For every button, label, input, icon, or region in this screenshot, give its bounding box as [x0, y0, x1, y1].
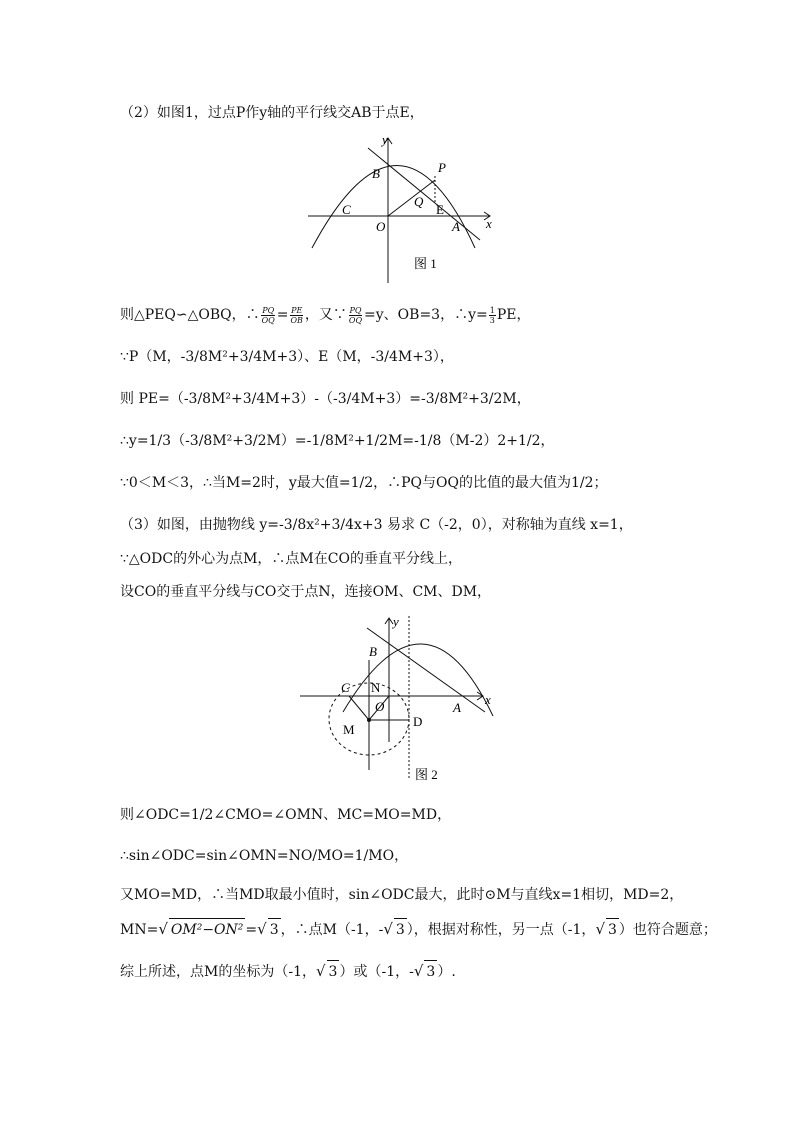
- fig2-label-N: N: [371, 680, 381, 695]
- fig2-label-x: x: [485, 692, 491, 707]
- fig1-label-A: A: [452, 219, 460, 234]
- text-line-4: 则 PE=（-3/8M²+3/4M+3）-（-3/4M+3）=-3/8M²+3/2M，: [120, 391, 531, 407]
- fig2-label-O: O: [375, 699, 385, 714]
- fig2-label-y: y: [393, 614, 399, 629]
- fig1-label-y: y: [382, 132, 388, 147]
- fig2-label-C: C: [341, 680, 350, 695]
- text-line-7: （3）如图，由抛物线 y=-3/8x²+3/4x+3 易求 C（-2，0），对称轴为直线 x=1，: [120, 517, 633, 533]
- fig1-caption: 图 1: [414, 256, 437, 271]
- text-line-13: MN=√ OM²−ON² =√ 3 ，∴点M（-1，-√ 3 ），根据对称性，另一点（-1，√ 3 ）也符合题意；: [120, 918, 717, 941]
- fig2-label-M: M: [343, 722, 355, 737]
- text-line-3: ∵P（M，-3/8M²+3/4M+3）、E（M，-3/4M+3），: [120, 349, 454, 365]
- text-line-14: 综上所述，点M的坐标为（-1，√ 3 ）或（-1，-√ 3 ）.: [120, 960, 456, 983]
- text-line-10: 则∠ODC=1/2∠CMO=∠OMN、MC=MO=MD，: [120, 807, 452, 823]
- fig1-label-C: C: [342, 202, 351, 217]
- fig1-label-Q: Q: [414, 194, 424, 209]
- fig2-caption: 图 2: [415, 767, 438, 782]
- figure-2: [295, 612, 500, 787]
- figure-1: [300, 128, 500, 288]
- text-line-8: ∵△ODC的外心为点M，∴点M在CO的垂直平分线上，: [120, 551, 462, 567]
- text-line-2: 则△PEQ∽△OBQ，∴ $\frac{PQ}{OQ}$ = $\frac{PE}{OB}$ ，又∵ $\frac{PQ}{OQ}$ =y、OB=3，∴y= $\frac{1}{3}$ PE，: [120, 305, 531, 325]
- fig2-label-A: A: [453, 700, 461, 715]
- fig2-label-D: D: [413, 714, 423, 729]
- text-line-6: ∵0＜M＜3，∴当M=2时，y最大值=1/2，∴PQ与OQ的比值的最大值为1/2；: [120, 475, 608, 491]
- text-line-1: （2）如图1，过点P作y轴的平行线交AB于点E，: [120, 105, 424, 121]
- text-line-11: ∴sin∠ODC=sin∠OMN=NO/MO=1/MO，: [120, 848, 409, 864]
- fig1-label-P: P: [438, 160, 446, 175]
- text-line-12: 又MO=MD，∴当MD取最小值时，sin∠ODC最大，此时⊙M与直线x=1相切，MD=2，: [120, 887, 684, 903]
- fig1-label-O: O: [376, 219, 386, 234]
- fig1-label-B: B: [372, 166, 380, 181]
- fig1-label-E: E: [436, 202, 444, 217]
- fig2-label-B: B: [369, 644, 377, 659]
- fig1-label-x: x: [486, 216, 492, 231]
- text-line-9: 设CO的垂直平分线与CO交于点N，连接OM、CM、DM，: [120, 584, 492, 600]
- text-line-5: ∴y=1/3（-3/8M²+3/2M）=-1/8M²+1/2M=-1/8（M-2）2+1/2，: [120, 433, 555, 449]
